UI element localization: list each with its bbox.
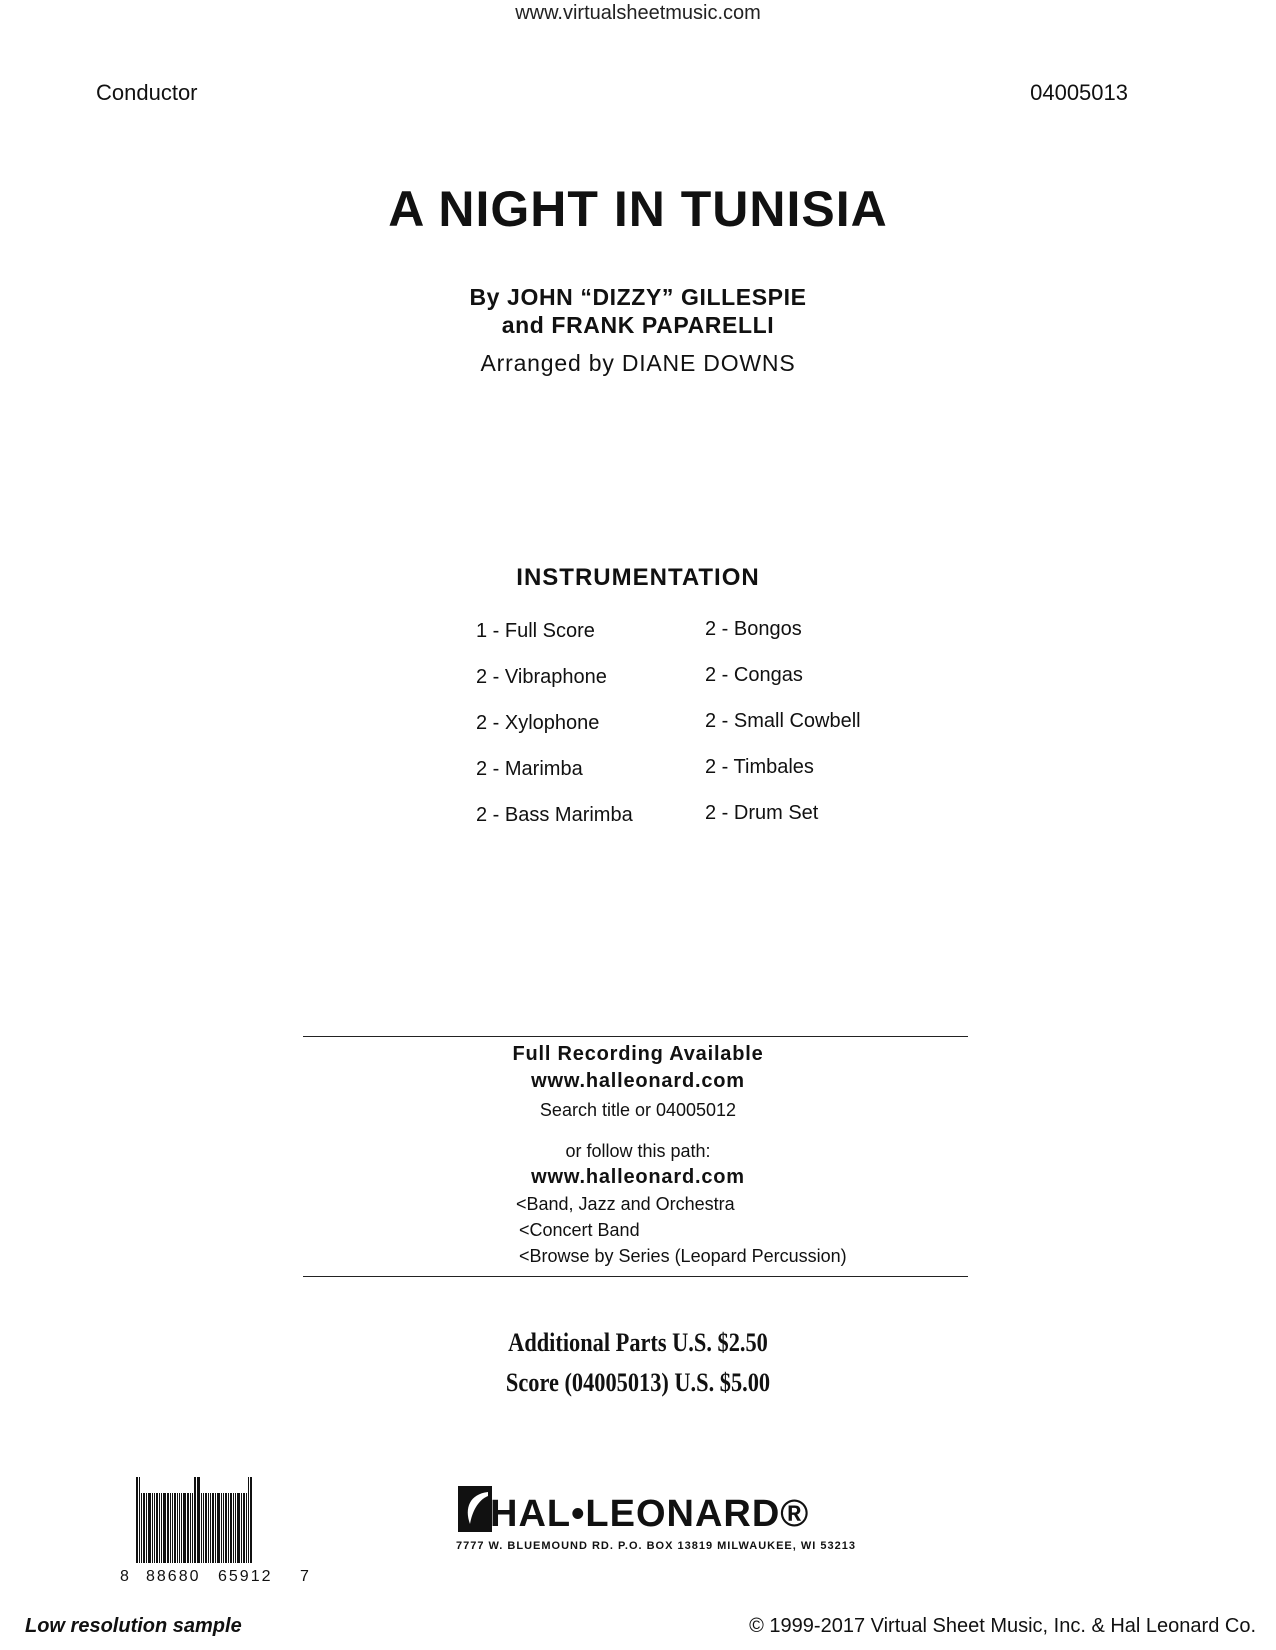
instrument-list-right — [705, 616, 861, 846]
barcode-bar — [174, 1493, 176, 1563]
recording-path-intro: or follow this path: — [565, 1141, 711, 1161]
barcode-bar — [170, 1493, 171, 1563]
barcode-bar — [217, 1493, 220, 1563]
barcode-bar — [136, 1477, 138, 1563]
barcode-bar — [172, 1493, 173, 1563]
recording-heading: Full Recording Available — [512, 1043, 764, 1065]
barcode-bar — [205, 1493, 207, 1563]
co-composer-credit: and FRANK PAPARELLI — [501, 312, 775, 338]
barcode-bar — [243, 1493, 245, 1563]
sample-note: Low resolution sample — [25, 1615, 242, 1637]
barcode-bar — [177, 1493, 178, 1563]
instrument-item: 2 - Timbales — [705, 756, 814, 778]
barcode-bar — [183, 1493, 186, 1563]
barcode-bar — [152, 1493, 153, 1563]
instrument-item: 2 - Bongos — [705, 618, 802, 640]
divider-top — [303, 1036, 968, 1037]
instrument-item: 1 - Full Score — [476, 620, 595, 642]
barcode-bar — [241, 1493, 242, 1563]
barcode-bar — [179, 1493, 180, 1563]
barcode-bar — [228, 1493, 229, 1563]
part-label: Conductor — [96, 80, 198, 105]
path-step: <Browse by Series (Leopard Percussion) — [519, 1246, 847, 1266]
barcode-image — [136, 1473, 253, 1563]
barcode-bar — [139, 1477, 140, 1563]
barcode-bar — [194, 1477, 196, 1563]
barcode-bar — [215, 1493, 216, 1563]
barcode-bar — [250, 1477, 252, 1563]
path-step: <Concert Band — [519, 1220, 640, 1240]
instrument-item: 2 - Bass Marimba — [476, 804, 633, 826]
barcode-bar — [163, 1493, 166, 1563]
barcode-digit-last: 7 — [300, 1568, 311, 1585]
path-step: <Band, Jazz and Orchestra — [516, 1194, 735, 1214]
barcode-bar — [212, 1493, 214, 1563]
copyright-notice: © 1999-2017 Virtual Sheet Music, Inc. & Hal Leonard Co. — [749, 1615, 1256, 1637]
composer-credit: By JOHN “DIZZY” GILLESPIE — [469, 284, 807, 310]
barcode-bar — [201, 1493, 202, 1563]
barcode-bar — [221, 1493, 222, 1563]
divider-bottom — [303, 1276, 968, 1277]
instrument-item: 2 - Congas — [705, 664, 803, 686]
instrumentation-heading: INSTRUMENTATION — [516, 564, 760, 591]
barcode-digit-first: 8 — [120, 1568, 131, 1585]
parts-price: Additional Parts U.S. $2.50 — [508, 1328, 768, 1357]
recording-path-link[interactable]: www.halleonard.com — [531, 1166, 745, 1188]
barcode-bar — [210, 1493, 211, 1563]
publisher-name: HAL•LEONARD® — [490, 1493, 810, 1535]
barcode-bar — [156, 1493, 158, 1563]
catalog-number: 04005013 — [1030, 80, 1128, 105]
barcode-bar — [225, 1493, 227, 1563]
barcode-digits-right: 65912 — [218, 1568, 273, 1585]
barcode-bar — [148, 1493, 151, 1563]
barcode-bar — [167, 1493, 169, 1563]
barcode-digits-left: 88680 — [146, 1568, 201, 1585]
barcode-bar — [230, 1493, 232, 1563]
barcode-bar — [161, 1493, 162, 1563]
barcode-bar — [237, 1493, 240, 1563]
barcode-bar — [146, 1493, 147, 1563]
site-url: www.virtualsheetmusic.com — [515, 2, 761, 24]
barcode-bar — [248, 1477, 249, 1563]
instrument-item: 2 - Drum Set — [705, 802, 819, 824]
hal-leonard-logo-icon — [458, 1486, 492, 1532]
barcode-bar — [197, 1477, 200, 1563]
instrument-item: 2 - Vibraphone — [476, 666, 607, 688]
barcode-bar — [159, 1493, 160, 1563]
arranger-credit: Arranged by DIANE DOWNS — [480, 350, 796, 376]
instrument-item: 2 - Small Cowbell — [705, 710, 861, 732]
barcode-bar — [192, 1493, 193, 1563]
barcode-bar — [203, 1493, 204, 1563]
barcode-bar — [233, 1493, 234, 1563]
instrument-item: 2 - Xylophone — [476, 712, 600, 734]
barcode-bar — [235, 1493, 236, 1563]
barcode-bar — [181, 1493, 182, 1563]
recording-search-hint: Search title or 04005012 — [539, 1100, 737, 1120]
barcode-bar — [154, 1493, 155, 1563]
barcode-bar — [208, 1493, 209, 1563]
barcode-bar — [141, 1493, 142, 1563]
page-title: A NIGHT IN TUNISIA — [388, 181, 888, 237]
barcode-bar — [190, 1493, 191, 1563]
instrument-item: 2 - Marimba — [476, 758, 583, 780]
barcode-bar — [143, 1493, 145, 1563]
barcode-bar — [223, 1493, 224, 1563]
publisher-address: 7777 W. BLUEMOUND RD. P.O. BOX 13819 MILWAUKEE, WI 53213 — [456, 1540, 856, 1552]
barcode-bar — [187, 1493, 189, 1563]
score-price: Score (04005013) U.S. $5.00 — [505, 1368, 771, 1397]
barcode-bar — [246, 1493, 247, 1563]
instrument-list-left — [476, 618, 633, 848]
recording-link[interactable]: www.halleonard.com — [531, 1070, 745, 1092]
